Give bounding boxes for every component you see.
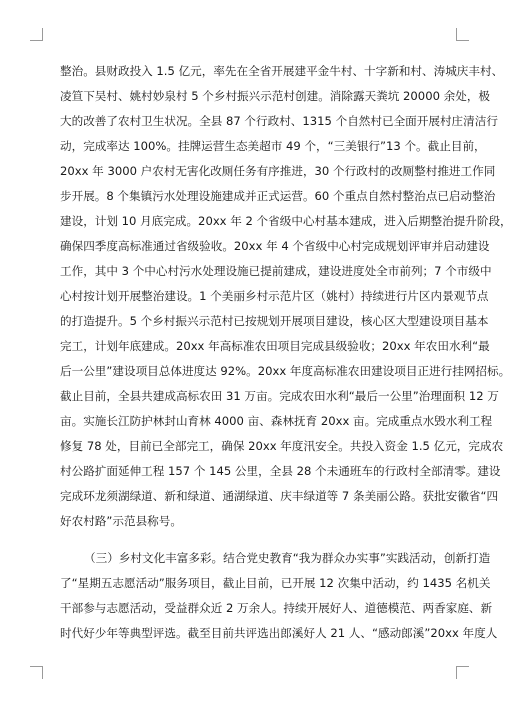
text-line: 确保四季度高标准通过省级验收。20xx 年 4 个省级中心村完成规划评审并启动建设 <box>60 239 490 253</box>
crop-mark-top-left <box>30 28 43 41</box>
text-line: 时代好少年等典型评选。截至目前共评选出郎溪好人 21 人、“感动郎溪”20xx 年度人 <box>60 626 498 640</box>
text-line: 动，完成率达 100%。挂牌运营生态美超市 49 个，“三美银行”13 个。截止目前， <box>60 139 486 153</box>
text-line: 完工，计划年底建成。20xx 年高标准农田项目完成县级验收；20xx 年农田水利“最 <box>60 339 490 353</box>
crop-mark-bottom-right <box>456 666 469 679</box>
text-line: 好农村路”示范县称号。 <box>60 514 182 528</box>
crop-mark-top-right <box>456 28 469 41</box>
crop-mark-bottom-left <box>30 666 43 679</box>
text-line: 截止目前，全县共建成高标农田 31 万亩。完成农田水利“最后一公里”治理面积 12 万 <box>60 389 499 403</box>
text-line: 大的改善了农村卫生状况。全县 87 个行政村、1315 个自然村已全面开展村庄清洁行 <box>60 114 498 128</box>
text-line: 修复 78 处，目前已全部完工，确保 20xx 年度汛安全。共投入资金 1.5 亿元，完成农 <box>60 439 504 453</box>
text-line: 心村按计划开展整治建设。1 个美丽乡村示范片区（姚村）持续进行片区内景观节点 <box>60 289 489 303</box>
text-line: 村公路扩面延伸工程 157 个 145 公里，全县 28 个未通班车的行政村全部清零。建设 <box>60 464 501 478</box>
text-line: 凌笪下吴村、姚村妙泉村 5 个乡村振兴示范村创建。消除露天粪坑 20000 余处，极 <box>60 89 491 103</box>
text-line: 20xx 年 3000 户农村无害化改厕任务有序推进，30 个行政村的改厕整村推进工作同 <box>60 164 496 178</box>
text-line: 完成环龙须湖绿道、新和绿道、通湖绿道、庆丰绿道等 7 条美丽公路。获批安徽省“四 <box>60 489 499 503</box>
text-line: 步开展。8 个集镇污水处理设施建成并正式运营。60 个重点自然村整治点已启动整治 <box>60 189 496 203</box>
text-line: 亩。实施长江防护林封山育林 4000 亩、森林抚育 20xx 亩。完成重点水毁水利工程 <box>60 414 493 428</box>
text-line: 的打造提升。5 个乡村振兴示范村已按规划开展项目建设，核心区大型建设项目基本 <box>60 314 489 328</box>
text-line: 建设，计划 10 月底完成。20xx 年 2 个省级中心村基本建成，进入后期整治提升阶段， <box>60 214 512 228</box>
text-line: 整治。县财政投入 1.5 亿元，率先在全省开展建平金牛村、十字新和村、涛城庆丰村、 <box>60 64 504 78</box>
text-line: 了“星期五志愿活动”服务项目，截止目前，已开展 12 次集中活动，约 1435 名机关 <box>60 576 491 590</box>
text-line: 干部参与志愿活动，受益群众近 2 万余人。持续开展好人、道德模范、两香家庭、新 <box>60 601 493 615</box>
text-line: 工作，其中 3 个中心村污水处理设施已提前建成，建设进度处全市前列；7 个市级中 <box>60 264 492 278</box>
section-heading-line: （三）乡村文化丰富多彩。结合党史教育“我为群众办实事”实践活动，创新打造 <box>84 551 491 565</box>
text-line: 后一公里”建设项目总体进度达 92%。20xx 年度高标准农田建设项目正进行挂网招标。 <box>60 364 511 378</box>
